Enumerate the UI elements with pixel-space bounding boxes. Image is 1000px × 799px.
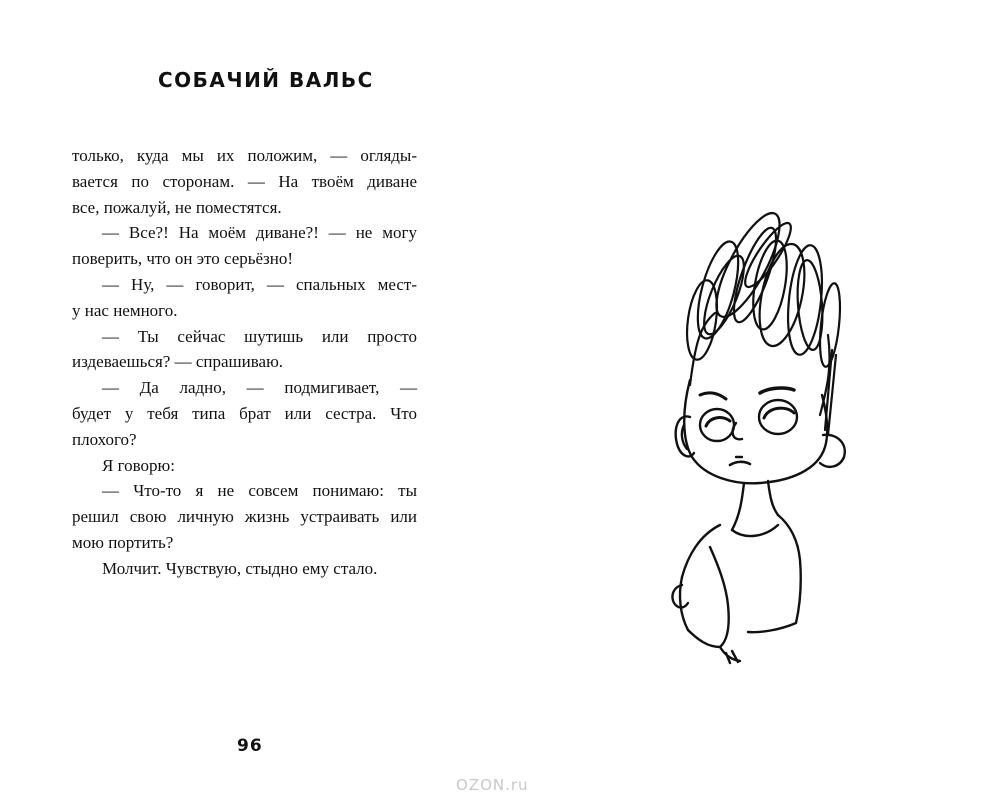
arm xyxy=(710,547,729,647)
text-line: поверить, что он это серьёзно! xyxy=(72,249,294,269)
text-line: все, пожалуй, не поместятся. xyxy=(72,197,282,217)
text-line: только, куда мы их положим, — огляды- xyxy=(72,146,417,165)
text-line: — Ну, — говорит, — спальных мест- xyxy=(102,274,417,294)
right-eyebrow xyxy=(760,388,794,393)
text-line: — Ты сейчас шутишь или просто xyxy=(102,326,417,346)
text-line: решил свою личную жизнь устраивать или xyxy=(72,507,417,527)
shirt xyxy=(680,525,720,630)
text-line: — Что-то я не совсем понимаю: ты xyxy=(102,481,417,501)
page-number: 96 xyxy=(237,736,263,756)
boy-illustration xyxy=(660,185,865,675)
neck xyxy=(732,483,744,530)
collar xyxy=(732,525,778,536)
text-line: вается по сторонам. — На твоём диване xyxy=(72,171,417,191)
text-line: Я говорю: xyxy=(102,455,175,475)
text-line: — Все?! На моём диване?! — не могу xyxy=(102,223,417,243)
text-line: мою портить? xyxy=(72,532,174,552)
text-line: — Да ладно, — подмигивает, — xyxy=(102,378,417,398)
text-line: Молчит. Чувствую, стыдно ему стало. xyxy=(102,558,378,578)
watermark: OZON.ru xyxy=(456,776,529,794)
text-line: издеваешься? — спрашиваю. xyxy=(72,352,284,372)
text-line: у нас немного. xyxy=(72,300,178,320)
text-line: будет у тебя типа брат или сестра. Что xyxy=(72,403,417,423)
text-line: плохого? xyxy=(72,429,137,449)
running-title: СОБАЧИЙ ВАЛЬС xyxy=(158,68,374,92)
scribbled-hair xyxy=(683,205,844,435)
head-outline xyxy=(684,380,827,483)
left-eyebrow xyxy=(700,393,726,399)
mouth xyxy=(730,462,750,465)
body-text xyxy=(72,143,417,582)
